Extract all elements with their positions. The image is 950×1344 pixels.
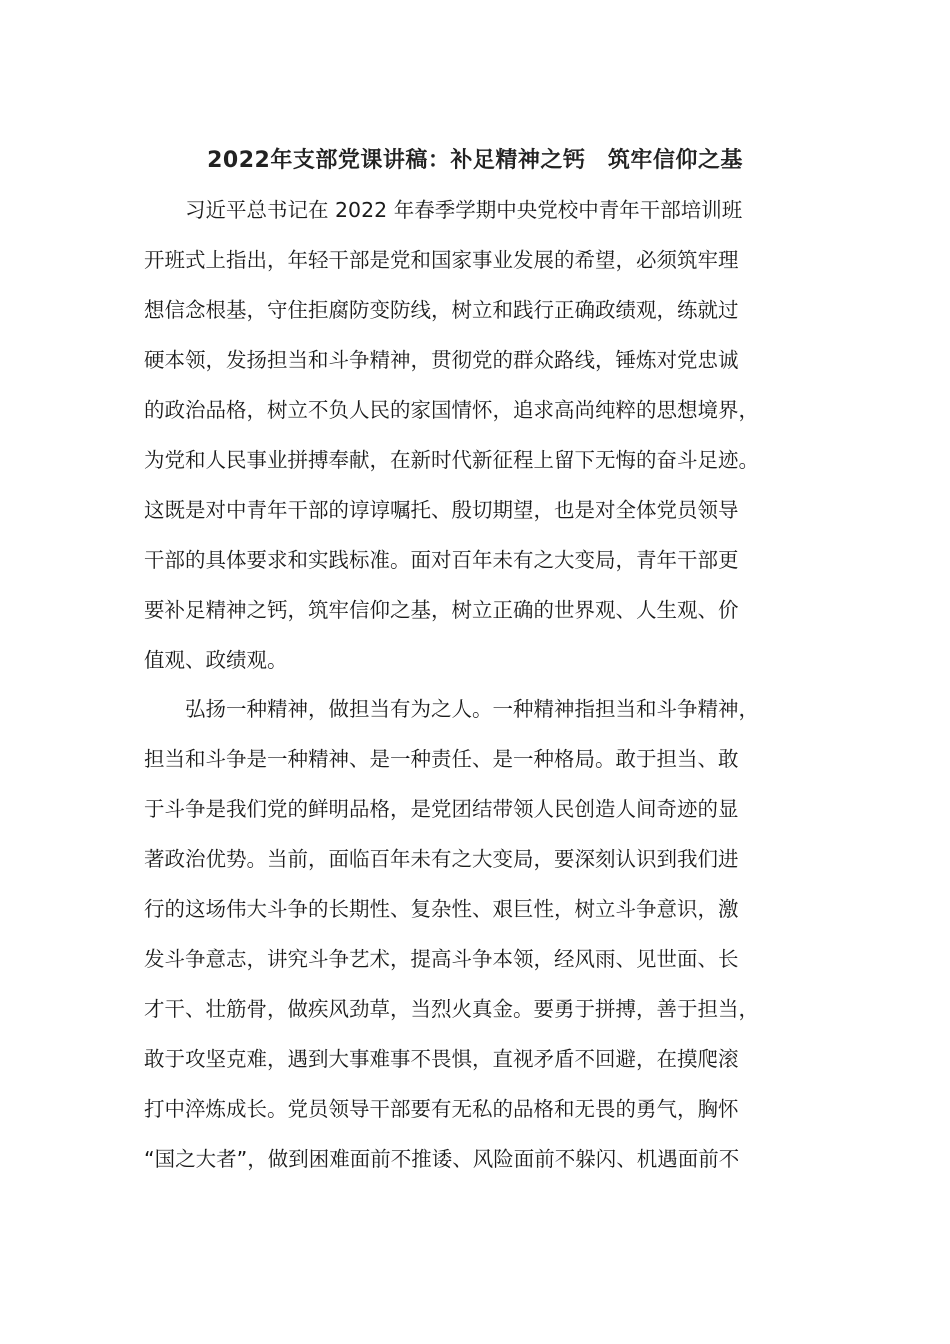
paragraph-line: 想信念根基，守住拒腐防变防线，树立和践行正确政绩观，练就过 bbox=[144, 298, 739, 322]
paragraph-line: 干部的具体要求和实践标准。面对百年未有之大变局，青年干部更 bbox=[144, 548, 739, 572]
paragraph-line: 弘扬一种精神，做担当有为之人。一种精神指担当和斗争精神， bbox=[144, 697, 759, 721]
paragraph-line: 才干、壮筋骨，做疾风劲草，当烈火真金。要勇于拼搏，善于担当， bbox=[144, 997, 759, 1021]
paragraph-line: 为党和人民事业拼搏奉献，在新时代新征程上留下无悔的奋斗足迹。 bbox=[144, 448, 759, 472]
paragraph-line: 这既是对中青年干部的谆谆嘱托、殷切期望，也是对全体党员领导 bbox=[144, 498, 739, 522]
paragraph-line: “国之大者”，做到困难面前不推诿、风险面前不躲闪、机遇面前不 bbox=[144, 1147, 740, 1171]
paragraph-line: 硬本领，发扬担当和斗争精神，贯彻党的群众路线，锤炼对党忠诚 bbox=[144, 348, 739, 372]
paragraph-line: 开班式上指出，年轻干部是党和国家事业发展的希望，必须筑牢理 bbox=[144, 248, 739, 272]
paragraph-line: 要补足精神之钙，筑牢信仰之基，树立正确的世界观、人生观、价 bbox=[144, 598, 739, 622]
paragraph-line: 值观、政绩观。 bbox=[144, 648, 288, 672]
paragraph-line: 担当和斗争是一种精神、是一种责任、是一种格局。敢于担当、敢 bbox=[144, 747, 739, 771]
paragraph-line: 于斗争是我们党的鲜明品格，是党团结带领人民创造人间奇迹的显 bbox=[144, 797, 739, 821]
paragraph-line: 敢于攻坚克难，遇到大事难事不畏惧，直视矛盾不回避，在摸爬滚 bbox=[144, 1047, 739, 1071]
paragraph-line: 打中淬炼成长。党员领导干部要有无私的品格和无畏的勇气，胸怀 bbox=[144, 1097, 739, 1121]
paragraph-line: 行的这场伟大斗争的长期性、复杂性、艰巨性，树立斗争意识，激 bbox=[144, 897, 739, 921]
document-title: 2022年支部党课讲稿：补足精神之钙 筑牢信仰之基 bbox=[207, 148, 743, 173]
paragraph-line: 的政治品格，树立不负人民的家国情怀，追求高尚纯粹的思想境界， bbox=[144, 398, 759, 422]
paragraph-line: 著政治优势。当前，面临百年未有之大变局，要深刻认识到我们进 bbox=[144, 847, 739, 871]
paragraph-line: 发斗争意志，讲究斗争艺术，提高斗争本领，经风雨、见世面、长 bbox=[144, 947, 739, 971]
paragraph-line: 习近平总书记在 2022 年春季学期中央党校中青年干部培训班 bbox=[144, 198, 743, 222]
